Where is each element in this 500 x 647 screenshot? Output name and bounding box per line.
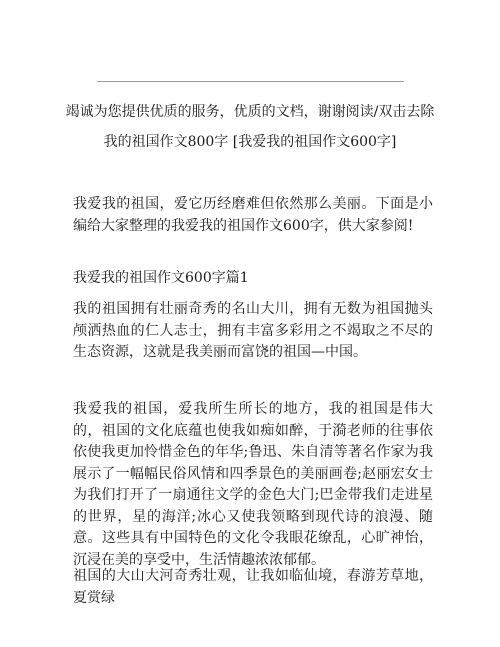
intro-paragraph: 我爱我的祖国，爱它历经磨难但依然那么美丽。下面是小编给大家整理的我爱我的祖国作文600字，供大家参阅! [73,196,433,234]
body-paragraph-2: 我爱我的祖国，爱我所生所长的地方，我的祖国是伟大的，祖国的文化底蕴也使我如痴如醉，于漪老师的往事依依使我更加怜惜金色的年华;鲁迅、朱自清等著名作家为我展示了一幅幅民俗风情和四季景色的美丽画卷;赵丽宏女士为我们打开了一扇通往文学的金色大门;巴金带我们走进星的世界，星的海洋;冰心又使我领略到现代诗的浪漫、随意。这些具有中国特色的文化令我眼花缭乱，心旷神怡，沉浸在美的享受中，生活情趣浓浓郁郁。 [73,401,433,568]
header-note: 竭诚为您提供优质的服务，优质的文档，谢谢阅读/双击去除 [65,104,435,120]
header-divider [97,81,404,82]
document-title: 我的祖国作文800字 [我爱我的祖国作文600字] [103,134,397,150]
body-paragraph-1: 我的祖国拥有壮丽奇秀的名山大川，拥有无数为祖国抛头颅洒热血的仁人志士，拥有丰富多彩用之不竭取之不尽的生态资源，这就是我美丽而富饶的祖国—中国。 [73,301,433,360]
body-paragraph-3: 祖国的大山大河奇秀壮观，让我如临仙境，春游芳草地，夏赏绿 [73,568,433,606]
section-subheading: 我爱我的祖国作文600字篇1 [73,270,249,286]
